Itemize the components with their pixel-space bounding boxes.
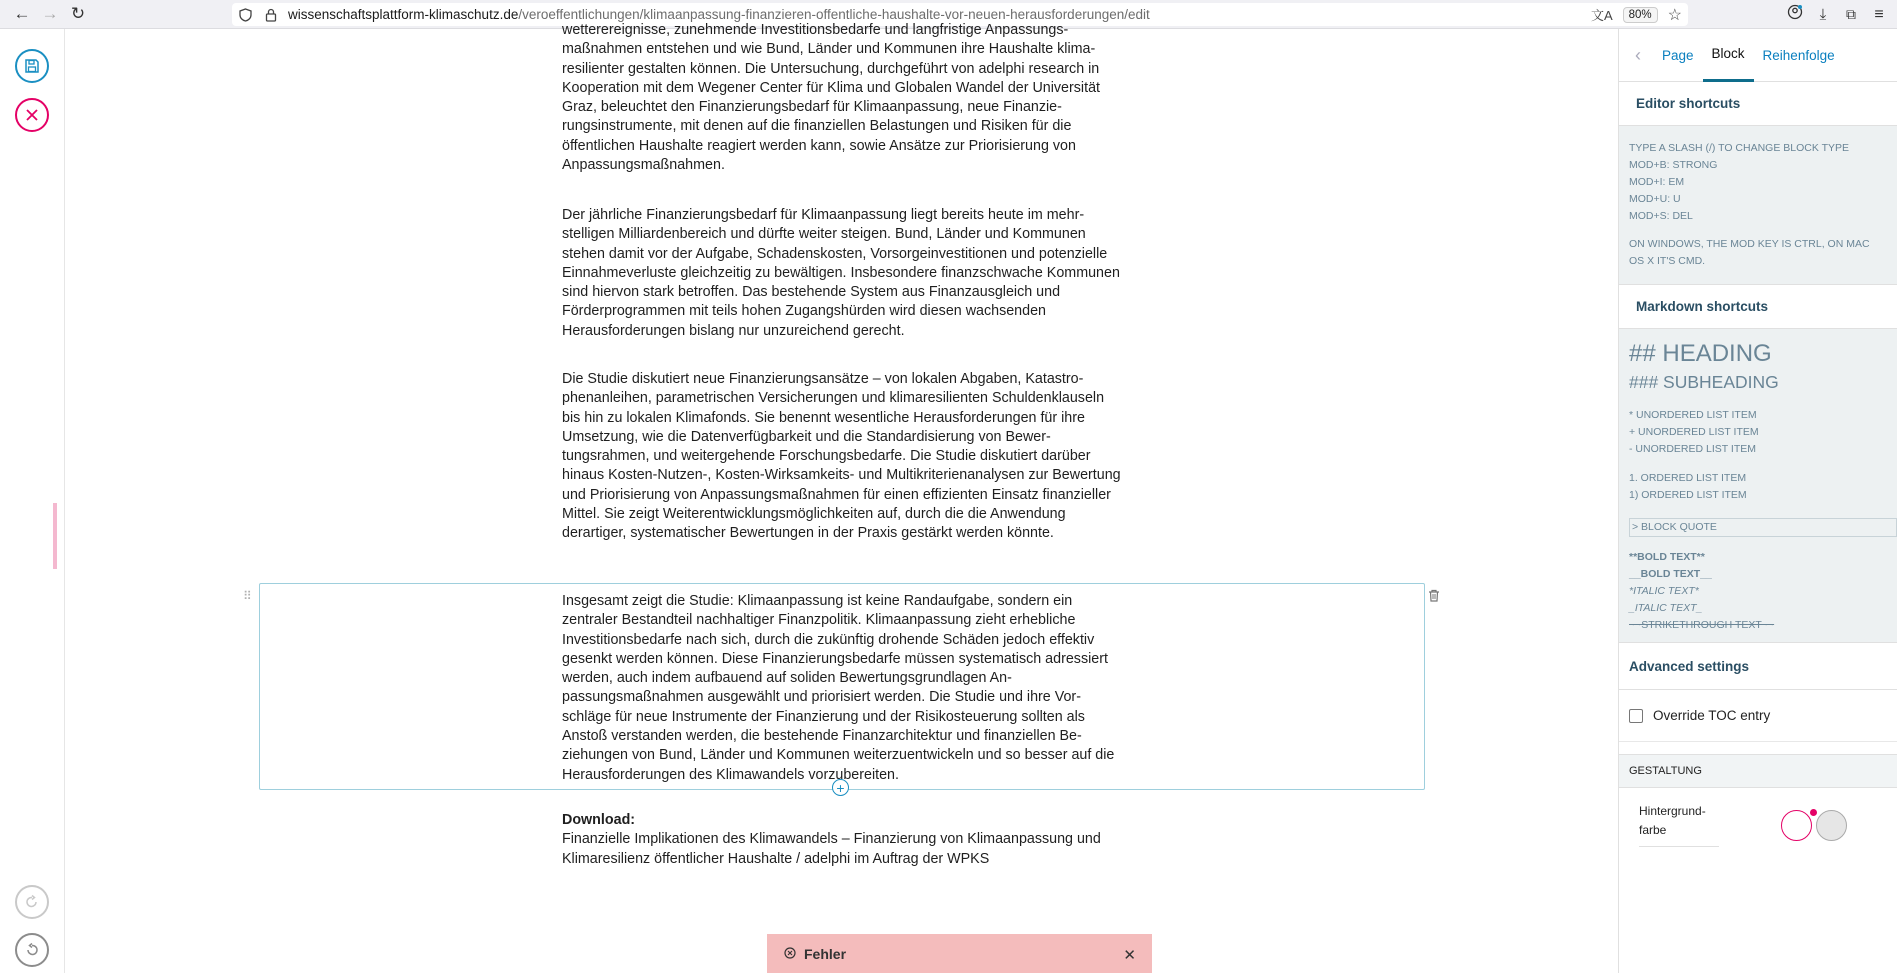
download-block[interactable] <box>562 811 1124 869</box>
gestaltung-header: GESTALTUNG <box>1619 754 1897 788</box>
shortcut-item: MOD+B: STRONG <box>1629 159 1718 171</box>
error-circle-icon <box>784 946 796 962</box>
downloads-icon[interactable]: ⤓ <box>1819 6 1827 23</box>
error-toast <box>767 934 1152 973</box>
md-heading: ## HEADING <box>1629 340 1772 367</box>
selected-dot-icon <box>1810 809 1817 816</box>
account-icon[interactable] <box>1783 4 1807 25</box>
redo-icon <box>24 894 40 910</box>
md-unordered-item: + UNORDERED LIST ITEM <box>1629 426 1759 438</box>
shortcut-item: MOD+S: DEL <box>1629 210 1693 222</box>
md-quote: > BLOCK QUOTE <box>1629 518 1897 537</box>
advanced-settings-title[interactable]: Advanced settings <box>1619 642 1897 690</box>
md-bold: __BOLD TEXT__ <box>1629 568 1712 580</box>
md-italic: _ITALIC TEXT_ <box>1629 602 1703 614</box>
download-link[interactable]: Finanzielle Implikationen des Klimawandels – Finanzierung von Klimaanpassung und Klimaresilienz öffentlicher Haushalte / adelphi im Auftrag der WPKS <box>562 831 1101 867</box>
md-strikethrough: ~~STRIKETHROUGH TEXT~~ <box>1629 619 1775 631</box>
toast-close-icon[interactable]: ✕ <box>1123 947 1136 964</box>
shortcut-item: MOD+U: U <box>1629 193 1681 205</box>
shortcut-item: TYPE A SLASH (/) TO CHANGE BLOCK TYPE <box>1629 142 1849 154</box>
add-block-button[interactable]: + <box>832 779 849 796</box>
editor-toolbar <box>0 29 65 973</box>
tab-page[interactable]: Page <box>1662 47 1694 63</box>
override-toc-label: Override TOC entry <box>1653 708 1771 723</box>
toast-text: Fehler <box>804 945 847 962</box>
text-block[interactable]: Die Studie diskutiert neue Finanzierungsansätze – von lokalen Abgaben, Katastrophenanleihen, parametrischen Versicherungen und klimaresilienten Schuldenklauseln bis hin zu lokalen Klimafonds. Sie benennt wesentliche Herausforderungen für ihre Umsetzung, wie die Datenverfügbarkeit und die Standardisierung von Bewertungsrahmen, und weitergehende Forschungsbedarfe. Die Studie diskutiert darüber hinaus Kosten-Nutzen-, Kosten-Wirksamkeits- und Multikriterienanalysen zur Bewertung und Priorisierung von Anpassungsmaßnahmen für einen effizienten Einsatz finanzieller Mittel. Sie zeigt Weiterentwicklungsmöglichkeiten auf, durch die die Anwendung derartiger, systematischer Bewertungen in der Praxis gestärkt werden könnte. <box>562 371 1121 542</box>
url-text: wissenschaftsplattform-klimaschutz.de/veroeffentlichungen/klimaanpassung-finanzieren-offentliche-haushalte-vor-neuen-herausforderungen/edit <box>288 7 1150 22</box>
drag-handle-icon[interactable]: ⠿ <box>243 589 252 603</box>
text-block-selected[interactable]: Insgesamt zeigt die Studie: Klimaanpassung ist keine Randaufgabe, sondern ein zentraler Bestandteil nachhaltiger Finanzpolitik. Klimaanpassung zieht erhebliche Investitionsbedarfe nach sich, durch die zukünftig drohende Schäden jedoch effektiv gesenkt werden können. Diese Finanzierungsbedarfe müssen systematisch adressiert werden, auch indem aufbauend auf soliden Bewertungsgrundlagen Anpassungsmaßnahmen ausgewählt und priorisiert werden. Die Studie und ihre Vorschläge für neue Instrumente der Finanzierung und der Risikosteuerung sollten als Anstoß verstanden werden, die bestehende Finanzarchitektur und finanziellen Beziehungen von Bund, Länder und Kommunen weiterzuentwickeln und so besser auf die Herausforderungen des Klimawandels vorzubereiten. <box>562 593 1115 783</box>
md-subheading: ### SUBHEADING <box>1629 372 1779 392</box>
md-unordered-item: * UNORDERED LIST ITEM <box>1629 409 1757 421</box>
markdown-shortcuts-title: Markdown shortcuts <box>1619 285 1897 329</box>
shortcut-note: ON WINDOWS, THE MOD KEY IS CTRL, ON MAC OS X IT'S CMD. <box>1629 238 1870 267</box>
md-ordered-item: 1. ORDERED LIST ITEM <box>1629 472 1747 484</box>
zoom-level[interactable]: 80% <box>1623 7 1658 23</box>
forward-icon[interactable]: → <box>41 4 59 23</box>
block-indicator <box>53 503 57 569</box>
markdown-shortcuts-list <box>1619 329 1897 642</box>
download-label: Download: <box>562 812 636 828</box>
trash-icon[interactable] <box>1428 589 1440 607</box>
sidebar <box>1618 29 1897 973</box>
redo-button[interactable] <box>15 885 49 919</box>
color-swatch-none[interactable] <box>1781 810 1812 841</box>
shield-icon[interactable] <box>232 8 258 22</box>
md-unordered-item: - UNORDERED LIST ITEM <box>1629 443 1756 455</box>
undo-button[interactable] <box>15 933 49 967</box>
background-color-label: Hintergrundfarbe <box>1639 802 1719 847</box>
editor-shortcuts-title: Editor shortcuts <box>1619 82 1897 126</box>
editor-shortcuts-list <box>1619 126 1897 285</box>
tab-block[interactable]: Block <box>1703 29 1754 82</box>
color-swatch-grey[interactable] <box>1816 810 1847 841</box>
translate-icon[interactable]: 文A <box>1590 8 1613 23</box>
md-bold: **BOLD TEXT** <box>1629 551 1705 563</box>
chevron-left-icon[interactable]: ‹ <box>1635 44 1641 65</box>
md-ordered-item: 1) ORDERED LIST ITEM <box>1629 489 1747 501</box>
override-toc-row[interactable] <box>1619 690 1897 742</box>
text-block[interactable]: Der jährliche Finanzierungsbedarf für Klimaanpassung liegt bereits heute im mehrstelligen Milliardenbereich und dürfte weiter steigen. Bund, Länder und Kommunen stehen damit vor der Aufgabe, Schadenskosten, Vorsorgeinvestitionen und potenzielle Einnahmeverluste gleichzeitig zu bewältigen. Insbesondere finanzschwache Kommunen sind hiervon stark betroffen. Das bestehende System aus Finanzausgleich und Förderprogrammen mit teils hohen Zugangshürden wird diesen wachsenden Herausforderungen bislang nur unzureichend gerecht. <box>562 207 1120 339</box>
extensions-icon[interactable]: ⧉ <box>1846 6 1856 22</box>
bookmark-star-icon[interactable]: ☆ <box>1667 6 1682 24</box>
close-icon <box>25 108 39 122</box>
text-block[interactable]: wetterereignisse, zunehmende Investitionsbedarfe und langfristige Anpassungsmaßnahmen entstehen und wie Bund, Länder und Kommunen ihre Haushalte klimaresilienter gestalten können. Die Untersuchung, durchgeführt von adelphi research in Kooperation mit dem Wegener Center für Klima und Globalen Wandel der Universität Graz, beleuchtet den Finanzierungsbedarf für Klimaanpassung, neue Finanzierungsinstrumente, mit denen auf die finanziellen Belastungen und Risiken für die öffentlichen Haushalte reagiert werden kann, sowie Ansätze zur Priorisierung von Anpassungsmaßnahmen. <box>562 22 1100 174</box>
save-button[interactable] <box>15 49 49 83</box>
back-icon[interactable]: ← <box>13 4 31 23</box>
cancel-button[interactable] <box>15 98 49 132</box>
menu-icon[interactable]: ≡ <box>1874 5 1884 23</box>
override-toc-checkbox[interactable] <box>1629 709 1643 723</box>
shortcut-item: MOD+I: EM <box>1629 176 1685 188</box>
md-italic: *ITALIC TEXT* <box>1629 585 1699 597</box>
tab-reihenfolge[interactable]: Reihenfolge <box>1762 47 1835 63</box>
lock-icon[interactable] <box>258 8 284 22</box>
background-color-row <box>1619 788 1897 862</box>
save-icon <box>24 58 40 74</box>
sidebar-tabs <box>1619 29 1897 82</box>
undo-icon <box>24 942 40 958</box>
reload-icon[interactable]: ↻ <box>70 4 86 23</box>
